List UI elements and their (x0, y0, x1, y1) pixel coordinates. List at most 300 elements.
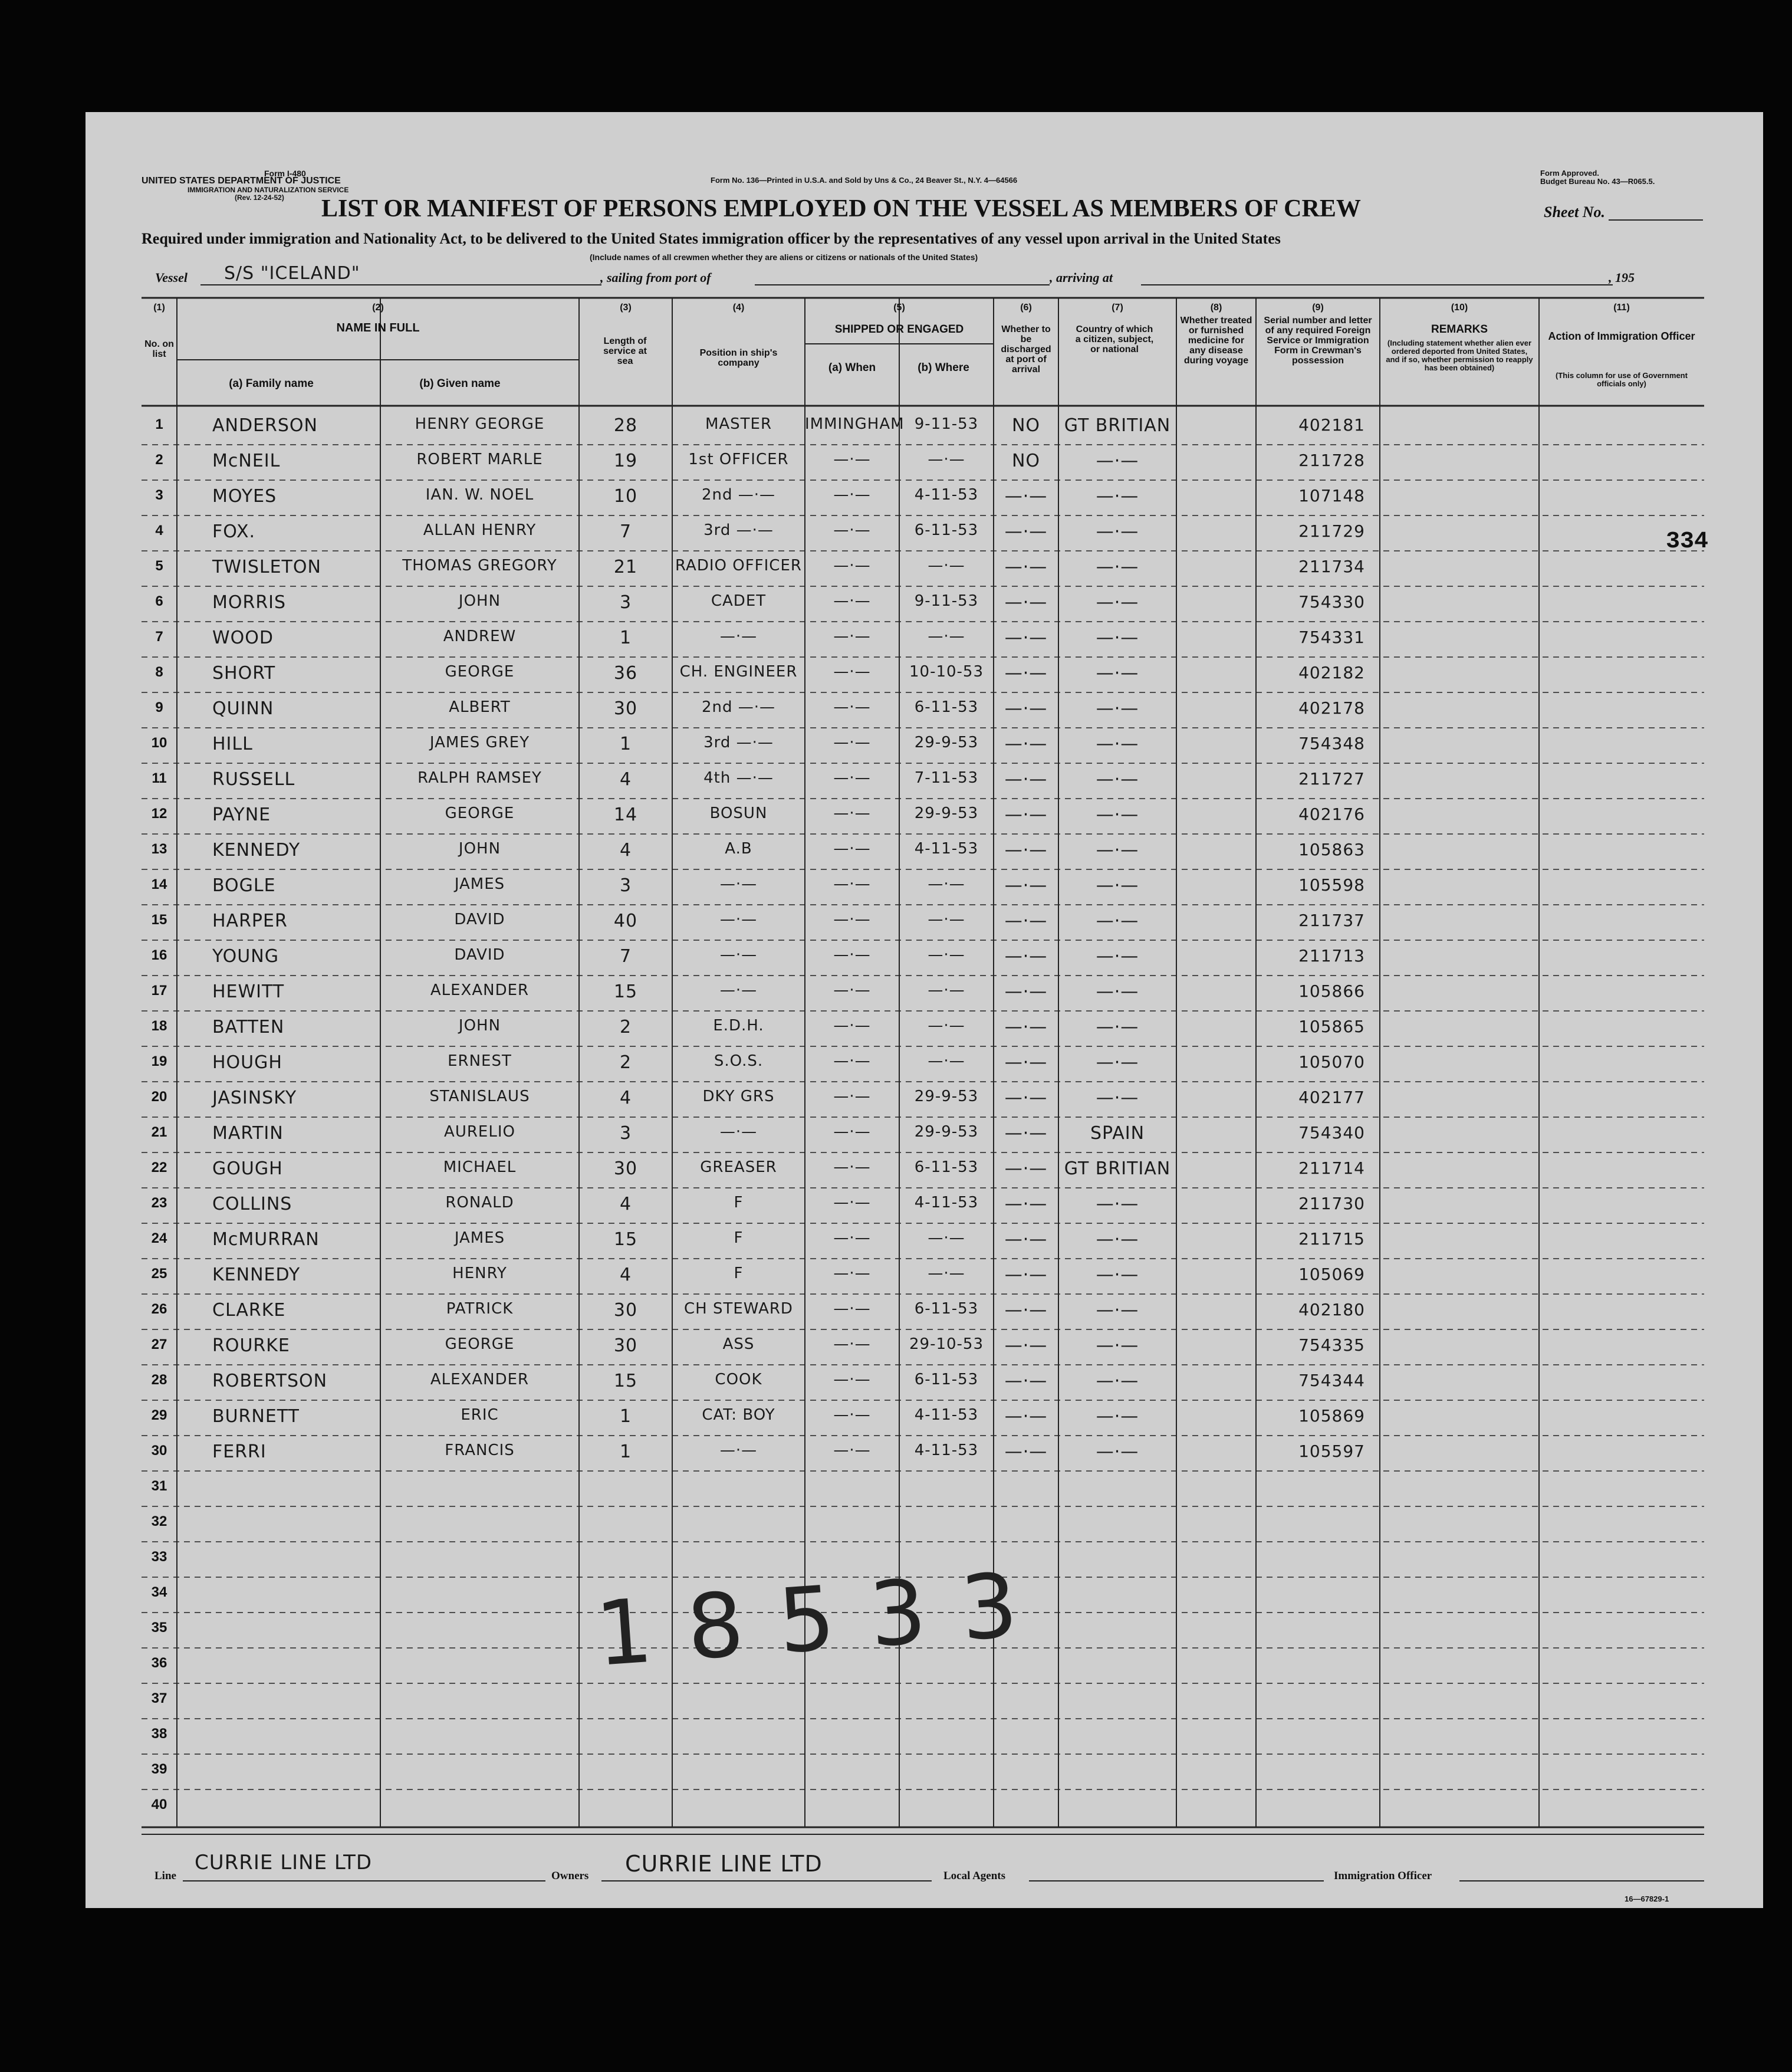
sailing-label: , sailing from port of (600, 270, 711, 285)
shipped-where-cell: —·— (928, 946, 965, 964)
serial-number-cell: 105865 (1298, 1017, 1365, 1036)
shipped-where-cell: 29-9-53 (914, 1088, 979, 1105)
shipped-when-cell: —·— (833, 557, 871, 574)
country-cell: —·— (1096, 1335, 1139, 1356)
family-name-cell: TWISLETON (212, 557, 321, 577)
shipped-when-cell: —·— (833, 451, 871, 468)
shipped-where-cell: —·— (928, 1229, 965, 1247)
given-name-cell: ALBERT (449, 698, 511, 716)
discharged-cell: —·— (1004, 1335, 1048, 1356)
row-number: 19 (151, 1053, 167, 1069)
service-length-cell: 3 (619, 592, 632, 613)
position-cell: F (734, 1265, 744, 1282)
service-length-cell: 30 (613, 1335, 638, 1356)
row-number: 9 (155, 700, 163, 715)
position-cell: GREASER (700, 1158, 777, 1176)
row-number: 31 (151, 1478, 167, 1494)
row-number: 6 (155, 593, 163, 609)
country-cell: —·— (1096, 946, 1139, 967)
col4-number: (4) (732, 303, 745, 313)
position-cell: —·— (719, 1441, 758, 1459)
row-number: 8 (155, 664, 163, 680)
service-length-cell: 19 (613, 451, 638, 471)
owners-label: Owners (551, 1870, 589, 1882)
position-cell: CAT: BOY (702, 1406, 775, 1424)
shipped-when-cell: —·— (833, 1335, 871, 1353)
service-length-cell: 1 (619, 734, 632, 754)
position-cell: —·— (719, 981, 758, 999)
row-number: 36 (151, 1655, 167, 1671)
family-name-cell: KENNEDY (212, 840, 301, 861)
service-length-cell: 15 (613, 981, 638, 1002)
service-name: IMMIGRATION AND NATURALIZATION SERVICE (188, 186, 349, 194)
given-name-cell: JAMES (454, 1229, 505, 1247)
serial-number-cell: 402182 (1298, 663, 1365, 682)
service-length-cell: 2 (619, 1017, 632, 1037)
discharged-cell: —·— (1004, 698, 1048, 719)
shipped-where-cell: 29-9-53 (914, 1123, 979, 1141)
row-number: 16 (151, 947, 167, 963)
country-cell: —·— (1096, 911, 1139, 931)
serial-number-cell: 402177 (1298, 1088, 1365, 1107)
service-length-cell: 4 (619, 769, 632, 790)
family-name-cell: QUINN (212, 698, 274, 719)
given-name-cell: HENRY GEORGE (415, 415, 545, 433)
serial-number-cell: 105597 (1298, 1441, 1365, 1461)
row-number: 29 (151, 1407, 167, 1423)
service-length-cell: 21 (613, 557, 638, 577)
col11-number: (11) (1613, 303, 1630, 313)
country-cell: —·— (1096, 663, 1139, 684)
service-length-cell: 4 (619, 1265, 632, 1285)
discharged-cell: —·— (1004, 1406, 1048, 1427)
given-name-cell: HENRY (452, 1265, 507, 1282)
country-cell: SPAIN (1090, 1123, 1145, 1144)
country-cell: —·— (1096, 840, 1139, 861)
include-text: (Include names of all crewmen whether they are aliens or citizens or nationals of the United States) (590, 252, 978, 262)
service-length-cell: 7 (619, 521, 632, 542)
given-name-cell: AURELIO (444, 1123, 515, 1141)
row-number: 24 (151, 1230, 167, 1246)
agents-underline (1029, 1880, 1324, 1881)
serial-number-cell: 107148 (1298, 486, 1365, 505)
serial-number-cell: 211728 (1298, 451, 1365, 470)
form-approved: Form Approved. (1540, 169, 1599, 178)
given-name-cell: IAN. W. NOEL (425, 486, 534, 504)
shipped-when-cell: —·— (833, 875, 871, 893)
shipped-when-cell: —·— (833, 1229, 871, 1247)
row-number: 13 (151, 841, 167, 857)
shipped-where-cell: 9-11-53 (914, 592, 979, 610)
serial-number-cell: 105070 (1298, 1052, 1365, 1072)
discharged-cell: —·— (1004, 840, 1048, 861)
service-length-cell: 14 (613, 804, 638, 825)
given-name-cell: JOHN (458, 592, 501, 610)
position-cell: S.O.S. (713, 1052, 764, 1070)
shipped-when-cell: —·— (833, 628, 871, 645)
row-number: 32 (151, 1513, 167, 1529)
country-cell: —·— (1096, 875, 1139, 896)
position-cell: —·— (719, 911, 758, 928)
serial-number-cell: 402180 (1298, 1300, 1365, 1319)
service-length-cell: 4 (619, 840, 632, 861)
shipped-when-cell: —·— (833, 1158, 871, 1176)
row-number: 33 (151, 1549, 167, 1565)
position-cell: CH. ENGINEER (679, 663, 798, 681)
country-cell: GT BRITIAN (1064, 1158, 1171, 1179)
given-name-cell: DAVID (454, 946, 505, 964)
discharged-cell: —·— (1004, 663, 1048, 684)
country-cell: —·— (1096, 521, 1139, 542)
family-name-cell: SHORT (212, 663, 276, 684)
family-name-cell: MORRIS (212, 592, 287, 613)
sheet-label: Sheet No. (1544, 203, 1605, 221)
position-cell: —·— (719, 875, 758, 893)
given-name-cell: ALEXANDER (430, 981, 530, 999)
shipped-when-cell: —·— (833, 592, 871, 610)
shipped-when-cell: —·— (833, 1300, 871, 1318)
given-name-cell: GEORGE (445, 1335, 515, 1353)
shipped-when-cell: —·— (833, 804, 871, 822)
country-cell: GT BRITIAN (1064, 415, 1171, 436)
discharged-cell: —·— (1004, 1300, 1048, 1321)
given-name-cell: GEORGE (445, 663, 515, 681)
row-number: 12 (151, 806, 167, 822)
country-cell: —·— (1096, 1017, 1139, 1037)
family-name-cell: HOUGH (212, 1052, 282, 1073)
shipped-where-cell: 4-11-53 (914, 486, 979, 504)
col5-header: SHIPPED OR ENGAGED (834, 323, 964, 336)
family-name-cell: HEWITT (212, 981, 285, 1002)
discharged-cell: —·— (1004, 557, 1048, 577)
shipped-where-cell: 4-11-53 (914, 1194, 979, 1211)
service-length-cell: 1 (619, 628, 632, 648)
country-cell: —·— (1096, 486, 1139, 507)
shipped-when-cell: —·— (833, 981, 871, 999)
col10-subheader: (Including statement whether alien ever ordered deported from United States, and if so, whether permission to reapply has been obtained) (1386, 339, 1533, 372)
country-cell: —·— (1096, 1371, 1139, 1391)
country-cell: —·— (1096, 628, 1139, 648)
revision: (Rev. 12-24-52) (235, 193, 284, 202)
col5b-header: (b) Where (918, 362, 969, 374)
handwritten-number: 1 8 5 3 3 (592, 1554, 1025, 1686)
shipped-when-cell: —·— (833, 1371, 871, 1388)
row-number: 18 (151, 1018, 167, 1034)
position-cell: RADIO OFFICER (675, 557, 802, 574)
given-name-cell: DAVID (454, 911, 505, 928)
shipped-when-cell: —·— (833, 663, 871, 681)
family-name-cell: FERRI (212, 1441, 267, 1462)
shipped-when-cell: —·— (833, 840, 871, 858)
serial-number-cell: 754344 (1298, 1371, 1365, 1390)
discharged-cell: —·— (1004, 1371, 1048, 1391)
row-number: 40 (151, 1797, 167, 1812)
position-cell: CADET (711, 592, 767, 610)
given-name-cell: JAMES GREY (429, 734, 530, 751)
serial-number-cell: 211715 (1298, 1229, 1365, 1249)
shipped-when-cell: —·— (833, 698, 871, 716)
position-cell: F (734, 1194, 744, 1211)
position-cell: A.B (725, 840, 752, 858)
family-name-cell: HARPER (212, 911, 288, 931)
position-cell: 4th —·— (703, 769, 774, 787)
service-length-cell: 7 (619, 946, 632, 967)
shipped-where-cell: 29-9-53 (914, 734, 979, 751)
form-number: Form No. 136—Printed in U.S.A. and Sold by Uns & Co., 24 Beaver St., N.Y. 4—64566 (711, 176, 1018, 185)
arriving-label: , arriving at (1050, 270, 1113, 285)
stamp-number: 334 (1666, 528, 1709, 555)
officer-label: Immigration Officer (1334, 1870, 1432, 1882)
given-name-cell: JAMES (454, 875, 505, 893)
family-name-cell: BURNETT (212, 1406, 300, 1427)
family-name-cell: WOOD (212, 628, 274, 648)
col11-subheader: (This column for use of Government officials only) (1556, 371, 1688, 388)
serial-number-cell: 211713 (1298, 946, 1365, 966)
shipped-where-cell: 6-11-53 (914, 1158, 979, 1176)
col2a-header: (a) Family name (229, 377, 314, 390)
shipped-when-cell: —·— (833, 486, 871, 504)
shipped-when-cell: —·— (833, 1406, 871, 1424)
given-name-cell: MICHAEL (443, 1158, 517, 1176)
family-name-cell: PAYNE (212, 804, 271, 825)
service-length-cell: 1 (619, 1406, 632, 1427)
shipped-when-cell: —·— (833, 1123, 871, 1141)
discharged-cell: —·— (1004, 592, 1048, 613)
row-number: 25 (151, 1266, 167, 1282)
col11-header: Action of Immigration Officer (1548, 330, 1695, 342)
shipped-where-cell: —·— (928, 1017, 965, 1035)
vessel-value: S/S "ICELAND" (224, 263, 360, 284)
required-text: Required under immigration and Nationality Act, to be delivered to the United States immigration officer by the representatives of any vessel upon arrival in the United States (142, 230, 1281, 247)
sailing-line (755, 284, 1050, 285)
col3-header: Length of service at sea (603, 336, 647, 366)
row-number: 39 (151, 1761, 167, 1777)
service-length-cell: 3 (619, 1123, 632, 1144)
shipped-when-cell: —·— (833, 1194, 871, 1211)
shipped-when-cell: —·— (833, 946, 871, 964)
col4-header: Position in ship's company (699, 348, 778, 368)
discharged-cell: —·— (1004, 946, 1048, 967)
row-number: 15 (151, 912, 167, 928)
shipped-where-cell: 10-10-53 (909, 663, 984, 681)
vessel-line (200, 284, 601, 285)
shipped-when-cell: —·— (833, 734, 871, 751)
given-name-cell: FRANCIS (445, 1441, 515, 1459)
shipped-when-cell: —·— (833, 521, 871, 539)
col10-header: REMARKS (1431, 323, 1488, 336)
country-cell: —·— (1096, 981, 1139, 1002)
sheet-line (1609, 219, 1703, 221)
given-name-cell: ALEXANDER (430, 1371, 530, 1388)
shipped-where-cell: —·— (928, 628, 965, 645)
department: UNITED STATES DEPARTMENT OF JUSTICE (142, 176, 341, 186)
serial-number-cell: 754348 (1298, 734, 1365, 753)
col2-header: NAME IN FULL (336, 321, 420, 334)
family-name-cell: JASINSKY (212, 1088, 297, 1108)
given-name-cell: ROBERT MARLE (416, 451, 543, 468)
row-number: 7 (155, 629, 163, 645)
serial-number-cell: 754335 (1298, 1335, 1365, 1355)
discharged-cell: NO (1011, 415, 1041, 436)
shipped-where-cell: —·— (928, 875, 965, 893)
family-name-cell: GOUGH (212, 1158, 283, 1179)
country-cell: —·— (1096, 592, 1139, 613)
country-cell: —·— (1096, 804, 1139, 825)
family-name-cell: MARTIN (212, 1123, 284, 1144)
serial-number-cell: 105598 (1298, 875, 1365, 895)
position-cell: CH STEWARD (684, 1300, 793, 1318)
shipped-where-cell: —·— (928, 911, 965, 928)
row-number: 17 (151, 983, 167, 999)
shipped-where-cell: 29-10-53 (909, 1335, 984, 1353)
discharged-cell: —·— (1004, 1017, 1048, 1037)
given-name-cell: THOMAS GREGORY (402, 557, 557, 574)
position-cell: BOSUN (709, 804, 768, 822)
col10-number: (10) (1451, 303, 1468, 313)
year-label: , 195 (1609, 270, 1635, 285)
position-cell: 3rd —·— (703, 734, 774, 751)
shipped-when-cell: —·— (833, 1088, 871, 1105)
discharged-cell: —·— (1004, 1158, 1048, 1179)
row-number: 27 (151, 1337, 167, 1352)
col2b-header: (b) Given name (419, 377, 501, 390)
serial-number-cell: 402178 (1298, 698, 1365, 718)
family-name-cell: HILL (212, 734, 253, 754)
row-number: 11 (152, 770, 167, 786)
given-name-cell: RALPH RAMSEY (417, 769, 542, 787)
discharged-cell: —·— (1004, 486, 1048, 507)
discharged-cell: NO (1011, 451, 1041, 471)
col1-number: (1) (153, 303, 165, 313)
row-number: 35 (151, 1620, 167, 1636)
service-length-cell: 10 (613, 486, 638, 507)
col7-number: (7) (1112, 303, 1123, 313)
country-cell: —·— (1096, 1300, 1139, 1321)
shipped-when-cell: —·— (833, 769, 871, 787)
shipped-where-cell: 6-11-53 (914, 1300, 979, 1318)
family-name-cell: MOYES (212, 486, 277, 507)
col6-number: (6) (1020, 303, 1032, 313)
owners-underline (601, 1880, 932, 1881)
discharged-cell: —·— (1004, 1229, 1048, 1250)
given-name-cell: JOHN (458, 840, 501, 858)
service-length-cell: 3 (619, 875, 632, 896)
owners-value: CURRIE LINE LTD (625, 1851, 823, 1877)
shipped-when-cell: IMMINGHAM (805, 415, 905, 433)
col7-header: Country of which a citizen, subject, or national (1075, 324, 1154, 354)
shipped-where-cell: —·— (928, 981, 965, 999)
serial-number-cell: 211727 (1298, 769, 1365, 789)
col9-number: (9) (1312, 303, 1324, 313)
given-name-cell: ALLAN HENRY (423, 521, 537, 539)
discharged-cell: —·— (1004, 804, 1048, 825)
shipped-where-cell: —·— (928, 557, 965, 574)
family-name-cell: FOX. (212, 521, 256, 542)
row-number: 5 (155, 558, 163, 574)
given-name-cell: RONALD (445, 1194, 514, 1211)
serial-number-cell: 105869 (1298, 1406, 1365, 1426)
position-cell: 2nd —·— (701, 486, 776, 504)
col3-number: (3) (620, 303, 632, 313)
serial-number-cell: 105863 (1298, 840, 1365, 859)
family-name-cell: BOGLE (212, 875, 276, 896)
col6-header: Whether to be discharged at port of arrival (1001, 324, 1051, 375)
position-cell: COOK (715, 1371, 762, 1388)
row-number: 38 (151, 1726, 167, 1742)
family-name-cell: ANDERSON (212, 415, 318, 436)
row-number: 23 (151, 1195, 167, 1211)
service-length-cell: 15 (613, 1229, 638, 1250)
shipped-where-cell: 6-11-53 (914, 698, 979, 716)
service-length-cell: 1 (619, 1441, 632, 1462)
shipped-when-cell: —·— (833, 911, 871, 928)
country-cell: —·— (1096, 698, 1139, 719)
shipped-when-cell: —·— (833, 1052, 871, 1070)
country-cell: —·— (1096, 1265, 1139, 1285)
position-cell: —·— (719, 946, 758, 964)
row-number: 21 (151, 1124, 167, 1140)
shipped-when-cell: —·— (833, 1017, 871, 1035)
service-length-cell: 30 (613, 1300, 638, 1321)
shipped-where-cell: 4-11-53 (914, 840, 979, 858)
position-cell: 3rd —·— (703, 521, 774, 539)
col8-header: Whether treated or furnished medicine for any disease during voyage (1180, 316, 1252, 366)
serial-number-cell: 211729 (1298, 521, 1365, 541)
agents-label: Local Agents (943, 1870, 1006, 1882)
family-name-cell: YOUNG (212, 946, 279, 967)
given-name-cell: PATRICK (446, 1300, 514, 1318)
row-number: 30 (151, 1443, 167, 1459)
position-cell: 1st OFFICER (688, 451, 789, 468)
row-number: 2 (155, 452, 163, 468)
col2-number: (2) (372, 303, 384, 313)
discharged-cell: —·— (1004, 769, 1048, 790)
family-name-cell: ROURKE (212, 1335, 290, 1356)
service-length-cell: 30 (613, 698, 638, 719)
family-name-cell: ROBERTSON (212, 1371, 328, 1391)
discharged-cell: —·— (1004, 911, 1048, 931)
service-length-cell: 4 (619, 1194, 632, 1214)
row-number: 10 (151, 735, 167, 751)
row-number: 28 (151, 1372, 167, 1388)
serial-number-cell: 754340 (1298, 1123, 1365, 1142)
shipped-where-cell: 4-11-53 (914, 1406, 979, 1424)
line-underline (183, 1880, 545, 1881)
given-name-cell: ANDREW (443, 628, 517, 645)
col5-number: (5) (893, 303, 905, 313)
family-name-cell: McMURRAN (212, 1229, 320, 1250)
discharged-cell: —·— (1004, 981, 1048, 1002)
line-value: CURRIE LINE LTD (195, 1851, 373, 1874)
serial-number-cell: 211730 (1298, 1194, 1365, 1213)
shipped-where-cell: 4-11-53 (914, 1441, 979, 1459)
discharged-cell: —·— (1004, 1123, 1048, 1144)
serial-number-cell: 754330 (1298, 592, 1365, 612)
row-number: 37 (151, 1690, 167, 1706)
row-number: 22 (151, 1160, 167, 1175)
shipped-where-cell: —·— (928, 1052, 965, 1070)
vessel-label: Vessel (155, 270, 188, 285)
discharged-cell: —·— (1004, 1194, 1048, 1214)
position-cell: DKY GRS (702, 1088, 775, 1105)
row-number: 34 (151, 1584, 167, 1600)
serial-number-cell: 105866 (1298, 981, 1365, 1001)
position-cell: 2nd —·— (701, 698, 776, 716)
given-name-cell: STANISLAUS (429, 1088, 530, 1105)
position-cell: ASS (722, 1335, 755, 1353)
country-cell: —·— (1096, 451, 1139, 471)
country-cell: —·— (1096, 734, 1139, 754)
